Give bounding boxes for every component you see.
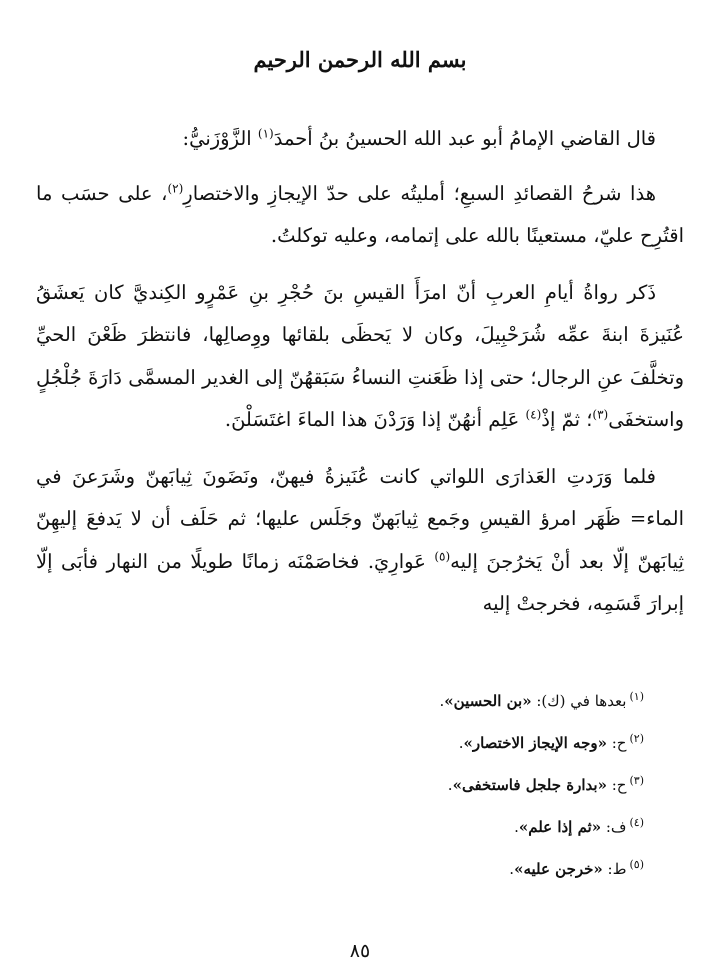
page-number: ٨٥ [349,940,371,962]
footnote-3 [36,764,684,806]
footnote-4 [36,806,684,848]
footnote-end: . [458,734,464,752]
footnote-1 [36,680,684,722]
footnote-ref-5: (٥) [434,549,451,563]
footnote-2 [36,722,684,764]
footnote-number: (٢) [629,732,644,745]
footnote-ref-1: (١) [257,126,274,141]
footnote-end: . [447,776,453,794]
footnote-quote: «وجه الإيجاز الاختصار» [463,734,607,752]
footnote-quote: «ثم إذا علم» [518,818,602,836]
footnote-quote: «بن الحسين» [444,692,532,710]
footnote-5 [36,848,684,890]
footnote-ref-2: (٢) [167,181,184,195]
text-run: هذا شرحُ القصائدِ السبعِ؛ أمليتُه على حدّ الإيجازِ والاختصارِ [183,181,656,205]
footnote-quote: «خرجن عليه» [514,860,603,878]
text-run: فلما وَرَدتِ العَذارَى اللواتي كانت عُنَيزةُ فيهنّ، ونَضَونَ ثِيابَهنّ وشَرَعنَ في الماء= ظَهَر امرؤ القيسِ وجَمع ثِيابَهنّ وجَلَس عليها؛ ثم حَلَف أن لا يَدفعَ إليهِنّ ثِيابَهنّ إلّا بعد أنْ يَخرُجنَ إليه [36,464,684,573]
main-text [36,118,684,630]
footnote-separator [434,665,684,666]
text-run: ؛ ثمّ إذْ [541,408,593,431]
text-run: الزَّوْزَنيُّ: [182,127,258,150]
footnote-number: (٣) [629,774,644,787]
footnote-quote: «بدارة جلجل فاستخفى» [452,776,607,794]
footnote-ref-3: (٣) [592,407,609,422]
footnote-text: ح: [606,776,627,794]
paragraph-story-continues [36,456,684,626]
text-run: عَوارِيَ. فخاصَمْنَه زمانًا طويلًا من النهار فأبَى إلّا إبرارَ قَسَمِه، فخرجتْ إليه [36,549,684,615]
footnote-end: . [509,860,515,878]
text-run: قال القاضي الإمامُ أبو عبد الله الحسينُ بنُ أحمدَ [273,127,656,150]
paragraph-story-intro [36,272,684,442]
paragraph-book-purpose [36,173,684,258]
footnote-text: ف: [601,818,627,836]
paragraph-author-intro [36,118,684,161]
footnote-number: (١) [629,690,644,703]
footnote-number: (٤) [629,816,644,829]
basmala-heading: بسم الله الرحمن الرحيم [253,47,467,72]
footnote-text: ط: [602,860,627,878]
footnote-text: بعدها في (ك): [531,692,627,710]
text-run: ذَكر رواةُ أيامِ العربِ أنّ امرَأَ القيسِ بنَ حُجْرِ بنِ عَمْرٍو الكِنديَّ كان يَعشَقُ عُنَيزةَ ابنةَ عمِّه شُرَحْبِيلَ، وكان لا يَحظَى بلقائها ووِصالِها، فانتظرَ ظَعْنَ الحيِّ وتخلَّفَ عنِ الرجال؛ حتى إذا ظَعَنتِ النساءُ سَبَقهُنّ إلى الغدير المسمَّى دَارَةَ جُلْجُلٍ واستخفَى [36,280,684,431]
footnote-end: . [514,818,519,836]
text-run: ، على حسَب ما اقتُرِح عليّ، مستعينًا بالله على إتمامه، وعليه توكلتُ. [36,181,684,247]
footnote-text: ح: [606,734,627,752]
footnote-ref-4: (٤) [525,407,542,422]
footnote-end: . [439,692,445,710]
footnote-number: (٥) [629,858,644,871]
text-run: عَلِم أنهُنّ إذا وَرَدْنَ هذا الماءَ اغتَسَلْنَ. [224,408,526,431]
footnotes [36,680,684,890]
